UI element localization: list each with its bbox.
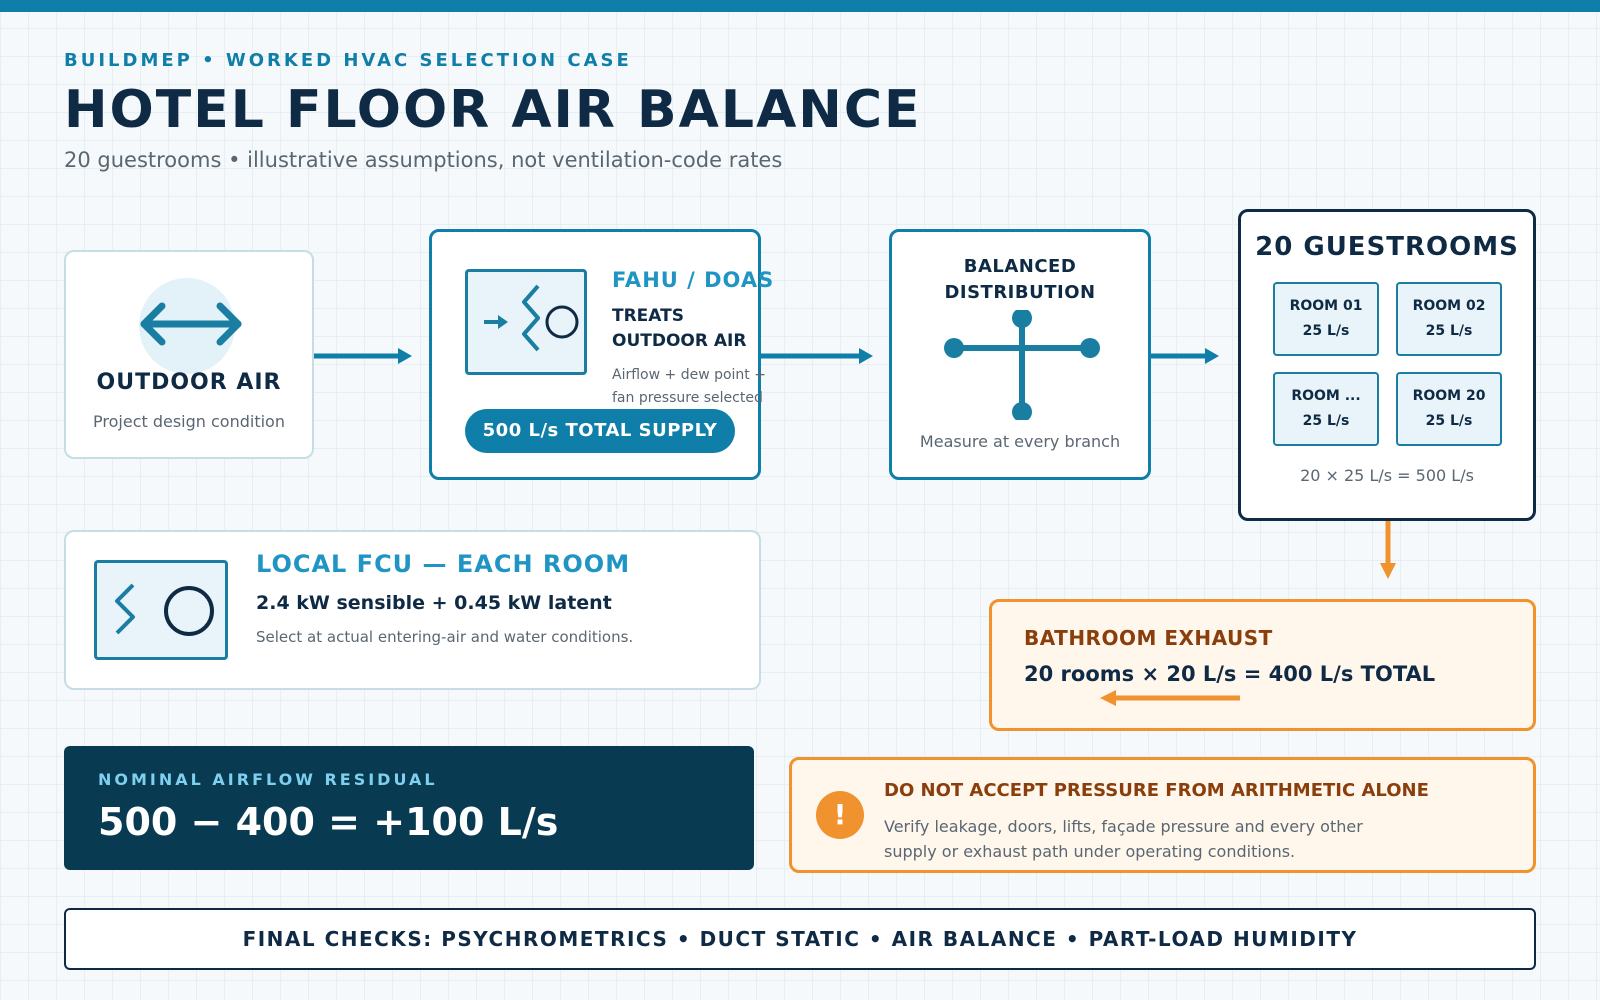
room-tile xyxy=(1396,282,1502,356)
outdoor-air-label: OUTDOOR AIR xyxy=(96,370,282,395)
flow-arrow-distribution-to-rooms xyxy=(1151,344,1221,368)
guestrooms-sum: 20 × 25 L/s = 500 L/s xyxy=(1300,466,1474,485)
eyebrow: BUILDMEP • WORKED HVAC SELECTION CASE xyxy=(64,50,632,71)
warning-body: Verify leakage, doors, lifts, façade pressure and every other supply or exhaust path under operating conditions. xyxy=(884,817,1363,861)
distribution-title: BALANCED DISTRIBUTION xyxy=(944,256,1096,303)
fahu-title: FAHU / DOAS xyxy=(612,268,775,292)
residual-label: NOMINAL AIRFLOW RESIDUAL xyxy=(98,770,438,789)
residual-value: 500 − 400 = +100 L/s xyxy=(98,800,559,844)
room-tile xyxy=(1273,372,1379,446)
fcu-note: Select at actual entering-air and water conditions. xyxy=(256,628,634,646)
pressure-warning-card xyxy=(789,757,1536,873)
fahu-meta: Airflow + dew point + fan pressure selected xyxy=(612,367,766,406)
warning-icon: ! xyxy=(816,791,864,839)
distribution-note: Measure at every branch xyxy=(919,432,1121,451)
guestrooms-card xyxy=(1238,209,1536,521)
fcu-title: LOCAL FCU — EACH ROOM xyxy=(256,550,631,578)
airflow-residual-panel xyxy=(64,746,754,870)
final-checks-banner: FINAL CHECKS: PSYCHROMETRICS • DUCT STATIC • AIR BALANCE • PART-LOAD HUMIDITY xyxy=(64,908,1536,970)
fan-coil-icon xyxy=(94,560,228,660)
fahu-subtitle: TREATS OUTDOOR AIR xyxy=(612,306,747,351)
fahu-card xyxy=(429,229,775,480)
fcu-card xyxy=(64,530,761,690)
outdoor-air-card xyxy=(64,250,314,459)
room-name: ROOM ... xyxy=(1291,388,1361,404)
room-flow: 25 L/s xyxy=(1425,323,1473,339)
guestrooms-title: 20 GUESTROOMS xyxy=(1255,232,1519,262)
room-tile xyxy=(1273,282,1379,356)
bathroom-exhaust-card xyxy=(989,599,1536,731)
warning-title: DO NOT ACCEPT PRESSURE FROM ARITHMETIC ALONE xyxy=(884,780,1429,801)
room-name: ROOM 01 xyxy=(1289,298,1363,314)
flow-arrow-rooms-to-exhaust xyxy=(1376,521,1400,581)
air-handler-drawing xyxy=(468,272,584,372)
page-title: HOTEL FLOOR AIR BALANCE xyxy=(64,80,922,140)
page-subtitle: 20 guestrooms • illustrative assumptions, not ventilation-code rates xyxy=(64,148,783,172)
room-name: ROOM 20 xyxy=(1412,388,1486,404)
room-flow: 25 L/s xyxy=(1425,413,1473,429)
room-tile xyxy=(1396,372,1502,446)
room-flow: 25 L/s xyxy=(1302,413,1350,429)
exhaust-title: BATHROOM EXHAUST xyxy=(1024,626,1273,650)
top-accent-bar xyxy=(0,0,1600,12)
room-name: ROOM 02 xyxy=(1412,298,1486,314)
fan-coil-drawing xyxy=(97,563,225,657)
double-arrow-icon xyxy=(136,294,246,354)
total-supply-badge: 500 L/s TOTAL SUPPLY xyxy=(465,409,735,453)
exhaust-calculation: 20 rooms × 20 L/s = 400 L/s TOTAL xyxy=(1024,662,1436,686)
branch-tree-icon xyxy=(940,310,1104,420)
outdoor-air-note: Project design condition xyxy=(93,412,285,431)
fcu-load: 2.4 kW sensible + 0.45 kW latent xyxy=(256,592,612,614)
exhaust-arrow-icon xyxy=(1100,688,1242,708)
room-flow: 25 L/s xyxy=(1302,323,1350,339)
air-handler-icon xyxy=(465,269,587,375)
flow-arrow-outdoor-to-fahu xyxy=(314,344,414,368)
distribution-card xyxy=(889,229,1151,480)
